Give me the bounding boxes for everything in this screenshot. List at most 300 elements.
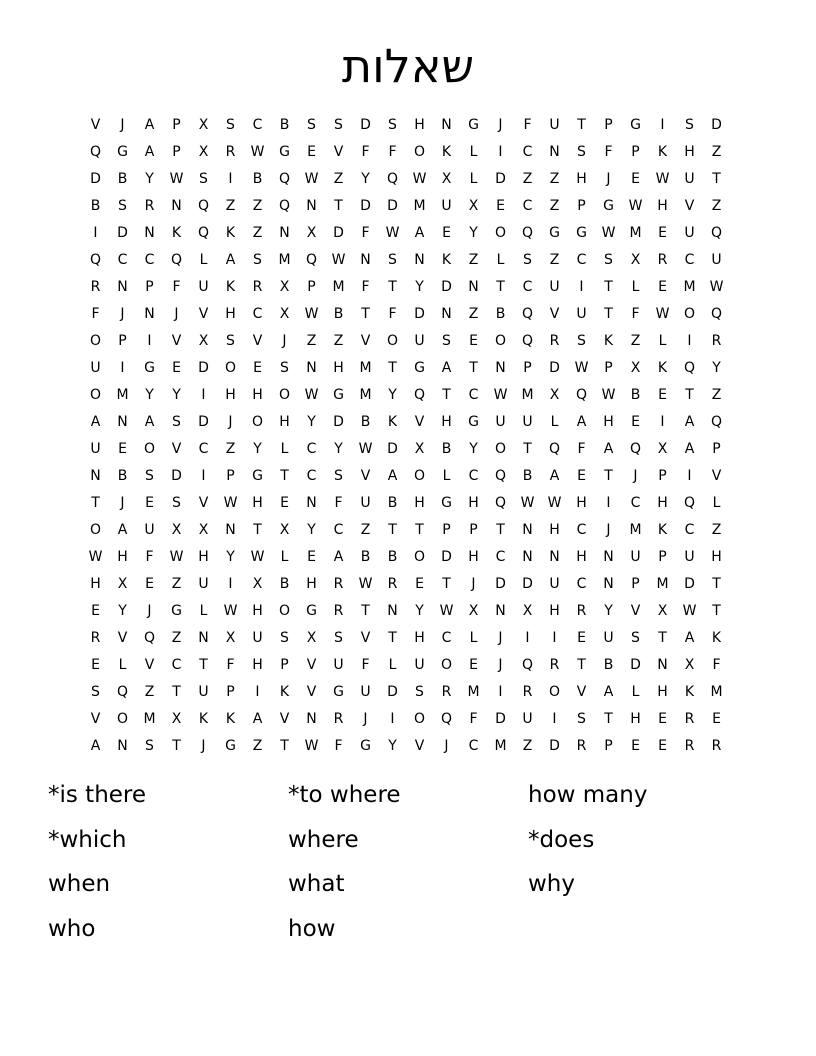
grid-cell: H (684, 144, 695, 160)
grid-cell: M (521, 387, 534, 403)
grid-cell: K (225, 225, 236, 241)
grid-cell: N (603, 549, 614, 565)
grid-cell: Z (171, 630, 182, 646)
grid-cell: M (116, 387, 129, 403)
grid-cell: A (252, 711, 263, 727)
grid-cell: O (224, 360, 237, 376)
grid-cell: Y (307, 522, 316, 538)
grid-cell: Q (143, 630, 156, 646)
grid-cell: O (116, 711, 129, 727)
grid-cell: S (577, 711, 586, 727)
grid-cell: Z (468, 252, 479, 268)
grid-cell: E (658, 387, 667, 403)
grid-cell: R (549, 657, 560, 673)
grid-cell: N (495, 603, 506, 619)
grid-cell: H (468, 495, 479, 511)
grid-cell: Q (521, 657, 534, 673)
grid-cell: Q (116, 684, 129, 700)
grid-cell: K (441, 252, 452, 268)
grid-cell: A (144, 414, 155, 430)
grid-cell: J (147, 603, 152, 619)
grid-cell: L (631, 279, 640, 295)
grid-row (82, 301, 730, 328)
grid-cell: D (387, 198, 398, 214)
grid-cell: R (90, 630, 101, 646)
grid-cell: T (577, 117, 586, 133)
grid-cell: X (522, 603, 533, 619)
grid-cell: W (520, 495, 535, 511)
grid-cell: S (226, 333, 235, 349)
grid-cell: S (334, 630, 343, 646)
grid-cell: Y (469, 441, 478, 457)
grid-row (82, 733, 730, 760)
grid-cell: K (657, 522, 668, 538)
grid-cell: A (387, 468, 398, 484)
grid-cell: Q (278, 198, 291, 214)
grid-cell: C (630, 495, 641, 511)
grid-cell: S (334, 117, 343, 133)
grid-cell: V (171, 441, 182, 457)
grid-cell: X (198, 144, 209, 160)
grid-cell: C (252, 117, 263, 133)
grid-cell: P (118, 333, 127, 349)
grid-cell: S (415, 684, 424, 700)
grid-cell: F (631, 306, 640, 322)
grid-cell: E (577, 630, 586, 646)
grid-cell: T (604, 711, 613, 727)
grid-cell: W (169, 549, 184, 565)
grid-cell: G (333, 684, 344, 700)
grid-cell: Y (145, 171, 154, 187)
grid-cell: B (603, 657, 614, 673)
grid-row (82, 139, 730, 166)
grid-cell: Z (711, 144, 722, 160)
grid-cell: J (498, 630, 503, 646)
grid-cell: H (603, 414, 614, 430)
grid-cell: S (388, 252, 397, 268)
grid-cell: T (496, 522, 505, 538)
grid-cell: Q (548, 441, 561, 457)
grid-cell: N (522, 549, 533, 565)
grid-cell: H (657, 495, 668, 511)
grid-cell: O (386, 333, 399, 349)
grid-cell: H (225, 306, 236, 322)
grid-cell: Y (604, 603, 613, 619)
grid-cell: K (279, 684, 290, 700)
grid-cell: T (496, 279, 505, 295)
grid-cell: X (306, 630, 317, 646)
grid-cell: C (495, 549, 506, 565)
grid-cell: A (441, 360, 452, 376)
grid-cell: Z (171, 576, 182, 592)
grid-cell: G (468, 414, 479, 430)
grid-cell: A (144, 144, 155, 160)
grid-cell: T (712, 603, 721, 619)
grid-cell: D (198, 360, 209, 376)
grid-cell: V (684, 198, 695, 214)
grid-cell: C (171, 657, 182, 673)
grid-cell: R (90, 279, 101, 295)
grid-cell: E (631, 738, 640, 754)
grid-cell: V (171, 333, 182, 349)
grid-cell: H (414, 495, 425, 511)
grid-cell: C (252, 306, 263, 322)
grid-cell: K (711, 630, 722, 646)
grid-cell: T (415, 522, 424, 538)
grid-cell: V (711, 468, 722, 484)
grid-cell: P (442, 522, 451, 538)
grid-cell: X (171, 711, 182, 727)
word-list-item: how (288, 915, 336, 942)
grid-cell: Z (522, 738, 533, 754)
grid-cell: Y (712, 360, 721, 376)
grid-row (82, 247, 730, 274)
grid-cell: Z (549, 171, 560, 187)
grid-cell: R (225, 144, 236, 160)
grid-cell: P (307, 279, 316, 295)
grid-row (82, 598, 730, 625)
grid-cell: T (253, 522, 262, 538)
grid-cell: K (225, 711, 236, 727)
grid-cell: N (414, 252, 425, 268)
grid-cell: N (306, 360, 317, 376)
grid-cell: O (251, 414, 264, 430)
grid-cell: R (711, 738, 722, 754)
grid-cell: Q (440, 711, 453, 727)
grid-cell: Z (225, 441, 236, 457)
grid-cell: Q (89, 144, 102, 160)
grid-cell: C (306, 441, 317, 457)
grid-cell: U (684, 225, 695, 241)
letter-grid (82, 112, 730, 760)
grid-cell: R (252, 279, 263, 295)
grid-cell: Y (469, 225, 478, 241)
grid-cell: K (657, 360, 668, 376)
grid-cell: L (658, 333, 667, 349)
grid-cell: D (90, 171, 101, 187)
grid-cell: I (687, 468, 692, 484)
grid-cell: Q (683, 495, 696, 511)
grid-cell: N (603, 576, 614, 592)
grid-cell: Q (197, 225, 210, 241)
grid-cell: W (304, 387, 319, 403)
grid-cell: D (360, 198, 371, 214)
grid-cell: C (333, 522, 344, 538)
grid-cell: T (442, 387, 451, 403)
grid-cell: E (496, 198, 505, 214)
grid-cell: Y (361, 171, 370, 187)
grid-cell: A (90, 414, 101, 430)
grid-cell: Q (710, 225, 723, 241)
grid-cell: N (522, 522, 533, 538)
grid-cell: D (333, 414, 344, 430)
grid-cell: G (549, 225, 560, 241)
grid-cell: Z (225, 198, 236, 214)
grid-cell: P (604, 117, 613, 133)
grid-cell: E (658, 225, 667, 241)
grid-cell: L (469, 144, 478, 160)
grid-cell: H (252, 657, 263, 673)
grid-cell: I (228, 171, 233, 187)
grid-cell: M (359, 360, 372, 376)
grid-cell: P (604, 738, 613, 754)
grid-cell: E (145, 576, 154, 592)
grid-cell: G (225, 738, 236, 754)
grid-cell: V (306, 657, 317, 673)
grid-cell: A (117, 522, 128, 538)
grid-cell: E (172, 360, 181, 376)
grid-cell: W (385, 225, 400, 241)
grid-cell: D (387, 684, 398, 700)
grid-cell: T (334, 198, 343, 214)
grid-cell: H (306, 576, 317, 592)
grid-cell: C (522, 279, 533, 295)
grid-cell: S (280, 630, 289, 646)
grid-cell: Q (89, 252, 102, 268)
grid-cell: W (169, 171, 184, 187)
grid-cell: P (145, 279, 154, 295)
grid-cell: G (414, 360, 425, 376)
grid-cell: I (147, 333, 152, 349)
grid-cell: I (120, 360, 125, 376)
grid-cell: I (201, 387, 206, 403)
grid-cell: F (577, 441, 586, 457)
grid-cell: L (280, 549, 289, 565)
grid-cell: M (629, 522, 642, 538)
grid-cell: E (658, 711, 667, 727)
grid-cell: C (576, 576, 587, 592)
grid-cell: W (331, 252, 346, 268)
grid-cell: U (495, 414, 506, 430)
grid-cell: P (631, 144, 640, 160)
grid-cell: U (576, 306, 587, 322)
grid-cell: N (117, 279, 128, 295)
grid-cell: D (495, 576, 506, 592)
grid-cell: M (656, 576, 669, 592)
grid-cell: Z (333, 171, 344, 187)
grid-cell: R (333, 711, 344, 727)
grid-cell: T (712, 171, 721, 187)
grid-cell: T (199, 657, 208, 673)
grid-cell: N (441, 306, 452, 322)
grid-cell: W (655, 306, 670, 322)
grid-cell: B (252, 171, 263, 187)
grid-cell: L (199, 603, 208, 619)
grid-cell: U (333, 657, 344, 673)
grid-cell: F (91, 306, 100, 322)
grid-cell: Z (468, 306, 479, 322)
grid-cell: X (225, 630, 236, 646)
grid-cell: Y (226, 549, 235, 565)
grid-cell: F (334, 738, 343, 754)
grid-cell: T (604, 468, 613, 484)
grid-cell: L (712, 495, 721, 511)
grid-cell: V (279, 711, 290, 727)
grid-cell: Z (549, 252, 560, 268)
grid-cell: W (304, 171, 319, 187)
grid-cell: H (414, 630, 425, 646)
grid-cell: L (469, 630, 478, 646)
grid-cell: H (576, 171, 587, 187)
grid-cell: A (603, 684, 614, 700)
grid-cell: O (683, 306, 696, 322)
grid-cell: A (333, 549, 344, 565)
grid-cell: V (333, 144, 344, 160)
grid-cell: L (388, 657, 397, 673)
grid-cell: G (468, 117, 479, 133)
grid-cell: O (413, 711, 426, 727)
grid-cell: X (441, 171, 452, 187)
grid-cell: Q (521, 333, 534, 349)
grid-row (82, 463, 730, 490)
grid-cell: S (226, 117, 235, 133)
grid-cell: W (250, 144, 265, 160)
grid-cell: H (252, 603, 263, 619)
grid-cell: D (387, 441, 398, 457)
grid-cell: N (144, 225, 155, 241)
grid-cell: O (89, 333, 102, 349)
grid-cell: D (171, 468, 182, 484)
grid-cell: Y (145, 387, 154, 403)
grid-cell: Y (415, 603, 424, 619)
grid-cell: Q (683, 360, 696, 376)
grid-cell: A (576, 414, 587, 430)
grid-cell: M (332, 279, 345, 295)
grid-cell: I (552, 630, 557, 646)
grid-cell: Q (629, 441, 642, 457)
grid-row (82, 220, 730, 247)
grid-cell: E (307, 144, 316, 160)
grid-cell: Z (252, 225, 263, 241)
grid-cell: W (601, 387, 616, 403)
grid-cell: Q (521, 225, 534, 241)
grid-cell: I (552, 711, 557, 727)
grid-cell: P (226, 468, 235, 484)
grid-cell: U (90, 441, 101, 457)
grid-cell: R (333, 576, 344, 592)
grid-cell: D (495, 171, 506, 187)
grid-cell: E (577, 468, 586, 484)
grid-cell: N (306, 711, 317, 727)
grid-cell: D (360, 117, 371, 133)
grid-cell: Z (711, 522, 722, 538)
grid-cell: K (603, 333, 614, 349)
grid-cell: B (333, 306, 344, 322)
grid-cell: E (307, 549, 316, 565)
grid-cell: T (604, 279, 613, 295)
grid-cell: B (441, 441, 452, 457)
grid-cell: M (710, 684, 723, 700)
grid-cell: G (252, 468, 263, 484)
grid-cell: P (469, 522, 478, 538)
grid-cell: H (252, 495, 263, 511)
grid-cell: B (90, 198, 101, 214)
grid-cell: D (441, 279, 452, 295)
grid-cell: O (143, 441, 156, 457)
grid-cell: P (712, 441, 721, 457)
grid-cell: S (577, 333, 586, 349)
grid-cell: S (91, 684, 100, 700)
grid-cell: P (523, 360, 532, 376)
grid-cell: B (117, 171, 128, 187)
grid-cell: B (279, 117, 290, 133)
grid-cell: N (90, 468, 101, 484)
grid-cell: Q (386, 171, 399, 187)
grid-cell: I (498, 144, 503, 160)
grid-cell: Z (252, 198, 263, 214)
grid-cell: F (145, 549, 154, 565)
grid-cell: N (387, 603, 398, 619)
grid-cell: D (198, 414, 209, 430)
grid-cell: U (549, 279, 560, 295)
grid-cell: I (255, 684, 260, 700)
grid-cell: X (414, 441, 425, 457)
grid-cell: I (660, 117, 665, 133)
grid-cell: U (441, 198, 452, 214)
grid-cell: S (199, 171, 208, 187)
grid-cell: N (306, 198, 317, 214)
grid-cell: U (360, 495, 371, 511)
grid-cell: B (360, 549, 371, 565)
grid-cell: E (658, 738, 667, 754)
grid-cell: F (388, 306, 397, 322)
grid-cell: E (145, 495, 154, 511)
grid-cell: Z (549, 198, 560, 214)
grid-cell: H (549, 522, 560, 538)
grid-cell: X (117, 576, 128, 592)
grid-cell: S (685, 117, 694, 133)
grid-cell: O (494, 333, 507, 349)
grid-cell: S (145, 468, 154, 484)
grid-cell: V (90, 711, 101, 727)
grid-cell: N (144, 306, 155, 322)
grid-cell: B (279, 576, 290, 592)
grid-cell: S (334, 468, 343, 484)
grid-cell: J (201, 738, 206, 754)
grid-cell: G (117, 144, 128, 160)
grid-cell: R (657, 252, 668, 268)
grid-cell: K (171, 225, 182, 241)
grid-cell: Q (521, 306, 534, 322)
grid-cell: Q (278, 171, 291, 187)
grid-cell: Z (630, 333, 641, 349)
grid-cell: J (120, 117, 125, 133)
grid-cell: Y (118, 603, 127, 619)
grid-cell: W (358, 576, 373, 592)
grid-cell: H (225, 387, 236, 403)
grid-cell: W (682, 603, 697, 619)
grid-cell: X (657, 603, 668, 619)
grid-row (82, 625, 730, 652)
grid-cell: F (334, 495, 343, 511)
grid-cell: J (444, 738, 449, 754)
grid-cell: Y (388, 387, 397, 403)
grid-cell: U (252, 630, 263, 646)
grid-cell: T (712, 576, 721, 592)
grid-cell: Z (711, 387, 722, 403)
grid-cell: I (579, 279, 584, 295)
grid-cell: T (469, 360, 478, 376)
grid-cell: J (498, 117, 503, 133)
word-list (48, 778, 768, 956)
grid-cell: E (253, 360, 262, 376)
grid-cell: S (631, 630, 640, 646)
grid-cell: N (657, 657, 668, 673)
grid-cell: U (684, 171, 695, 187)
grid-cell: B (387, 495, 398, 511)
grid-cell: S (577, 144, 586, 160)
grid-cell: R (684, 711, 695, 727)
